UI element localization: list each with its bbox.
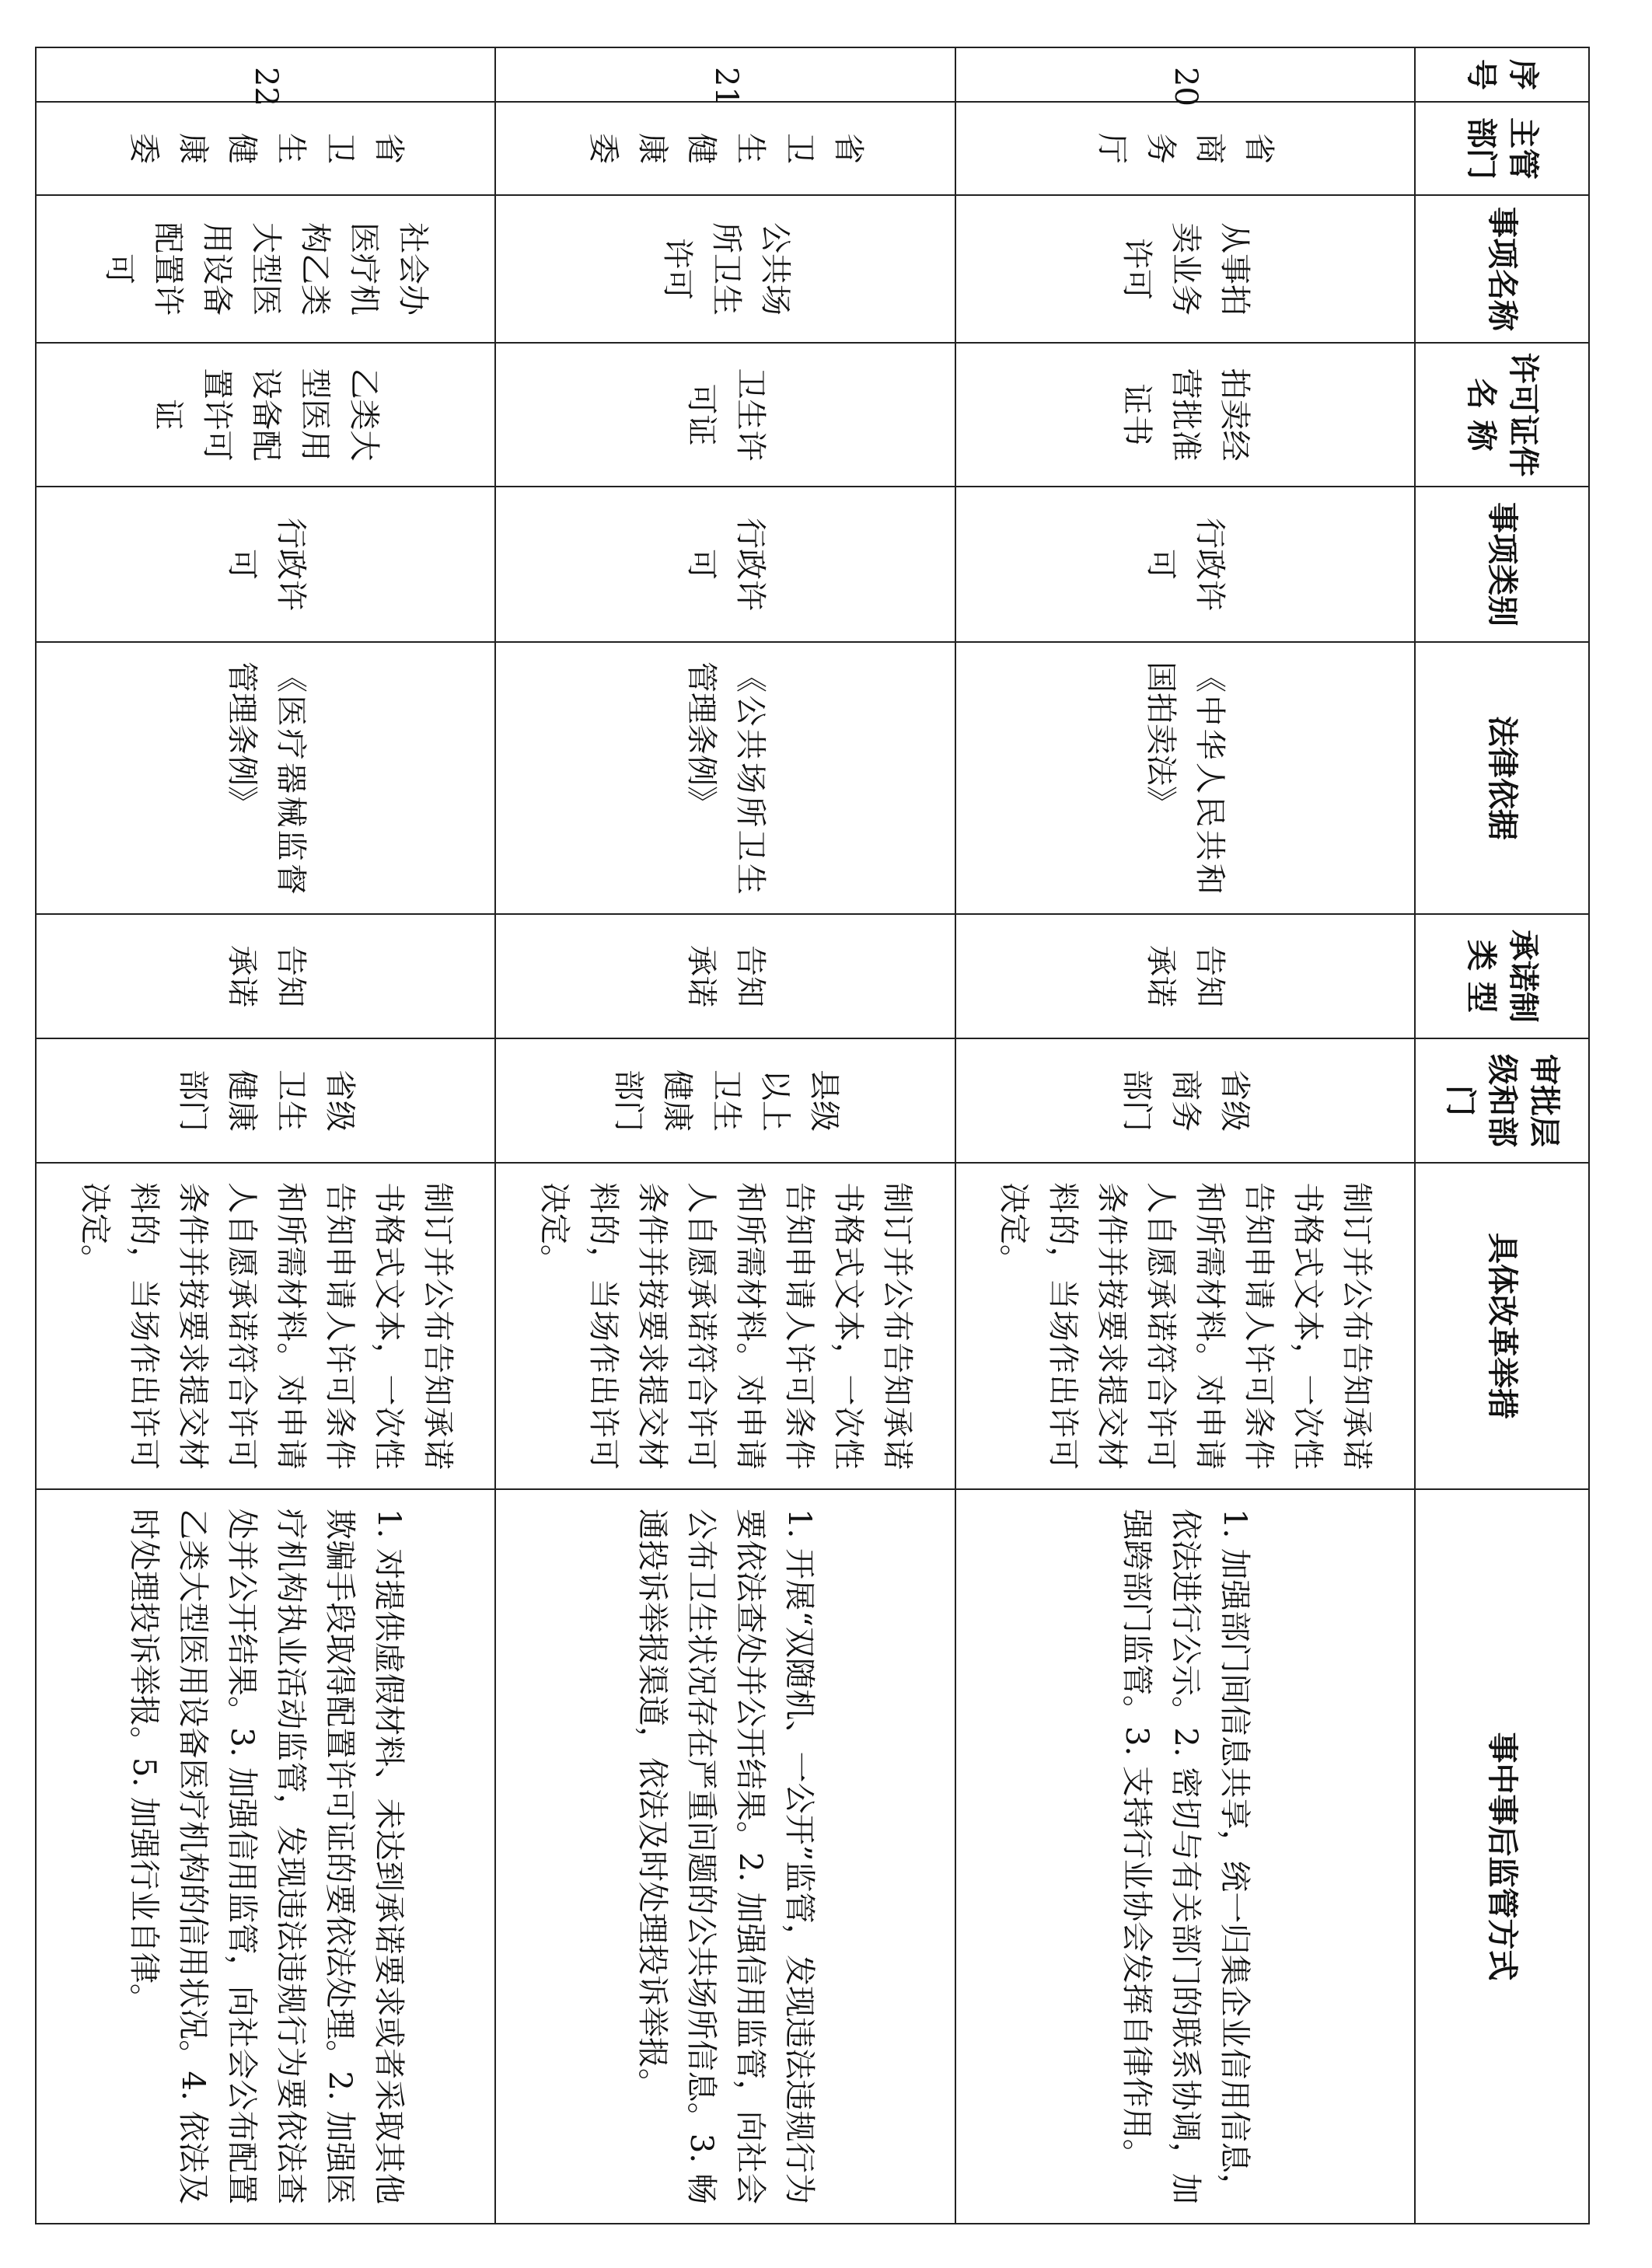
cell-approval-level: 省级卫生健康部门 — [36, 1038, 495, 1163]
permit-reform-table — [35, 47, 1590, 2224]
cell-category: 行政许可 — [955, 487, 1415, 642]
cell-approval-level: 省级商务部门 — [955, 1038, 1415, 1163]
cell-license-name: 卫生许可证 — [495, 343, 955, 487]
cell-item-name: 从事拍卖业务许可 — [955, 195, 1415, 343]
header-approval-level: 审批层级和部门 — [1415, 1038, 1589, 1163]
header-reform-measures: 具体改革举措 — [1415, 1163, 1589, 1489]
header-supervision: 事中事后监管方式 — [1415, 1489, 1589, 2224]
cell-dept: 省卫生健康委 — [36, 102, 495, 195]
header-row — [1415, 47, 1589, 2224]
cell-commitment-type: 告知承诺 — [955, 914, 1415, 1038]
cell-license-name: 乙类大型医用设备配置许可证 — [36, 343, 495, 487]
cell-commitment-type: 告知承诺 — [495, 914, 955, 1038]
cell-supervision: 1. 加强部门间信息共享，统一归集企业信用信息，依法进行公示。2. 密切与有关部门的联系协调，加强跨部门监管。3. 支持行业协会发挥自律作用。 — [955, 1489, 1415, 2224]
table-row — [495, 47, 955, 2224]
header-seq: 序号 — [1415, 47, 1589, 102]
cell-dept: 省商务厅 — [955, 102, 1415, 195]
cell-legal-basis: 《中华人民共和国拍卖法》 — [955, 642, 1415, 914]
cell-category: 行政许可 — [495, 487, 955, 642]
cell-approval-level: 县级以上卫生健康部门 — [495, 1038, 955, 1163]
header-item-name: 事项名称 — [1415, 195, 1589, 343]
cell-dept: 省卫生健康委 — [495, 102, 955, 195]
header-dept: 主管部门 — [1415, 102, 1589, 195]
cell-item-name: 公共场所卫生许可 — [495, 195, 955, 343]
cell-reform-measures: 制订并公布告知承诺书格式文本，一次性告知申请人许可条件和所需材料。对申请人自愿承诺符合许可条件并按要求提交材料的，当场作出许可决定。 — [495, 1163, 955, 1489]
cell-supervision: 1. 对提供虚假材料、未达到承诺要求或者采取其他欺骗手段取得配置许可证的要依法处理。2. 加强医疗机构执业活动监管，发现违法违规行为要依法查处并公开结果。3. 加强信用监管，向社会公布配置乙类大型医用设备医疗机构的信用状况。4. 依法及时处理投诉举报。5. 加强行业自律。 — [36, 1489, 495, 2224]
cell-reform-measures: 制订并公布告知承诺书格式文本，一次性告知申请人许可条件和所需材料。对申请人自愿承诺符合许可条件并按要求提交材料的，当场作出许可决定。 — [36, 1163, 495, 1489]
cell-license-name: 拍卖经营批准证书 — [955, 343, 1415, 487]
cell-seq: 20 — [955, 47, 1415, 102]
cell-commitment-type: 告知承诺 — [36, 914, 495, 1038]
cell-supervision: 1. 开展“双随机、一公开”监管，发现违法违规行为要依法查处并公开结果。2. 加强信用监管，向社会公布卫生状况存在严重问题的公共场所信息。3. 畅通投诉举报渠道，依法及时处理投诉举报。 — [495, 1489, 955, 2224]
cell-seq: 22 — [36, 47, 495, 102]
cell-category: 行政许可 — [36, 487, 495, 642]
table-row — [955, 47, 1415, 2224]
cell-seq: 21 — [495, 47, 955, 102]
header-commitment-type: 承诺制类 型 — [1415, 914, 1589, 1038]
header-category: 事项类别 — [1415, 487, 1589, 642]
cell-legal-basis: 《医疗器械监督管理条例》 — [36, 642, 495, 914]
header-license-name: 许可证件名 称 — [1415, 343, 1589, 487]
cell-legal-basis: 《公共场所卫生管理条例》 — [495, 642, 955, 914]
cell-item-name: 社会办医疗机构乙类大型医用设备配置许可 — [36, 195, 495, 343]
table-row — [36, 47, 495, 2224]
cell-reform-measures: 制订并公布告知承诺书格式文本，一次性告知申请人许可条件和所需材料。对申请人自愿承诺符合许可条件并按要求提交材料的，当场作出许可决定。 — [955, 1163, 1415, 1489]
header-legal-basis: 法律依据 — [1415, 642, 1589, 914]
